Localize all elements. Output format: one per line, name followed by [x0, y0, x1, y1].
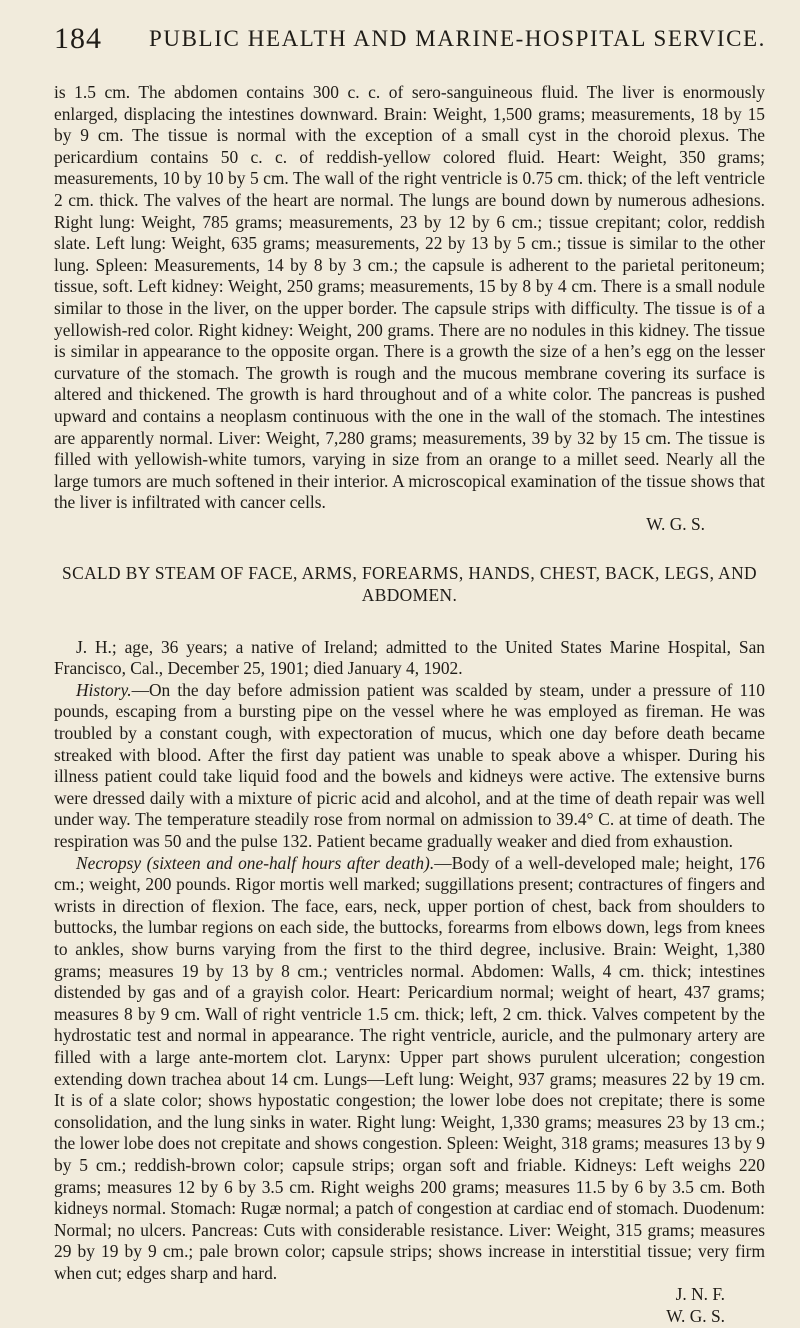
page-body [54, 82, 765, 1328]
page-header [54, 22, 765, 66]
running-head: PUBLIC HEALTH AND MARINE-HOSPITAL SERVICE. [149, 26, 767, 51]
case2-necropsy [54, 853, 765, 1285]
case1-signature: W. G. S. [646, 513, 705, 534]
history-text: —On the day before admission patient was scalded by steam, under a pressure of 110 pounds, escaping from a bursting pipe on the vessel where he was employed as fireman. He was troubled by a constant cough, with expectoration of mucus, which one day before death became streaked with blood. After the first day patient was unable to speak above a whisper. During his illness patient could take liquid food and the bowels and kidneys were active. The extensive burns were dressed daily with a mixture of picric acid and alcohol, and at the time of death repair was well under way. The temperature steadily rose from normal on admission to 39.4° C. at time of death. The respiration was 50 and the pulse 132. Patient became gradually weaker and died from exhaustion. [54, 679, 765, 851]
page-number: 184 [54, 22, 102, 55]
case2-intro: J. H.; age, 36 years; a native of Ireland; admitted to the United States Marine Hospital, San Francisco, Cal., December 25, 1901; died January 4, 1902. [54, 636, 765, 679]
section-title: SCALD BY STEAM OF FACE, ARMS, FOREARMS, HANDS, CHEST, BACK, LEGS, AND ABDOMEN. [62, 563, 757, 606]
history-label: History. [76, 679, 132, 700]
necropsy-label: Necropsy (sixteen and one-half hours after death). [76, 852, 435, 873]
case2-signature-1: J. N. F. [675, 1284, 725, 1305]
case1-paragraph: is 1.5 cm. The abdomen contains 300 c. c. of sero-sanguineous fluid. The liver is enormously enlarged, displacing the intestines downward. Brain: Weight, 1,500 grams; measurements, 18 by 15 by 9 cm. The tissue is normal with the exception of a small cyst in the choroid plexus. The pericardium contains 50 c. c. of reddish-yellow colored fluid. Heart: Weight, 350 grams; measurements, 10 by 10 by 5 cm. The wall of the right ventricle is 0.75 cm. thick; of the left ventricle 2 cm. thick. The valves of the heart are normal. The lungs are bound down by numerous adhesions. Right lung: Weight, 785 grams; measurements, 23 by 12 by 6 cm.; tissue crepitant; color, reddish slate. Left lung: Weight, 635 grams; measurements, 22 by 13 by 5 cm.; tissue is similar to the other lung. Spleen: Measurements, 14 by 8 by 3 cm.; the capsule is adherent to the parietal peritoneum; tissue, soft. Left kidney: Weight, 250 grams; measurements, 15 by 8 by 4 cm. There is a small nodule similar to those in the liver, on the upper border. The capsule strips with difficulty. The tissue is of a yellowish-red color. Right kidney: Weight, 200 grams. There are no nodules in this kidney. The tissue is similar in appearance to the opposite organ. There is a growth the size of a hen’s egg on the lesser curvature of the stomach. The growth is rough and the mucous membrane covering its surface is altered and thickened. The growth is hard throughout and of a white color. The pancreas is pushed upward and contains a neoplasm continuous with the one in the wall of the stomach. The intestines are apparently normal. Liver: Weight, 7,280 grams; measurements, 39 by 32 by 15 cm. The tissue is filled with yellowish-white tumors, varying in size from an orange to a millet seed. Nearly all the large tumors are much softened in their interior. A microscopical examination of the tissue shows that the liver is infiltrated with cancer cells. [54, 82, 765, 513]
necropsy-text: —Body of a well-developed male; height, 176 cm.; weight, 200 pounds. Rigor mortis well marked; suggillations present; contractures of fingers and wrists in direction of flexion. The face, ears, neck, upper portion of chest, back from shoulders to buttocks, the lumbar regions on each side, the buttocks, forearms from elbows down, legs from knees to ankles, show burns varying from the first to the third degree, inclusive. Brain: Weight, 1,380 grams; measures 19 by 13 by 8 cm.; ventricles normal. Abdomen: Walls, 4 cm. thick; intestines distended by gas and of a grayish color. Heart: Pericardium normal; weight of heart, 437 grams; measures 8 by 9 cm. Wall of right ventricle 1.5 cm. thick; left, 2 cm. thick. Valves competent by the hydrostatic test and normal in appearance. The right ventricle, auricle, and the pulmonary artery are filled with a large ante-mortem clot. Larynx: Upper part shows purulent ulceration; congestion extending down trachea about 14 cm. Lungs—Left lung: Weight, 937 grams; measures 22 by 19 cm. It is of a slate color; shows hypostatic congestion; the lower lobe does not crepitate; there is some consolidation, and the lung sinks in water. Right lung: Weight, 1,330 grams; measures 23 by 13 cm.; the lower lobe does not crepitate and shows congestion. Spleen: Weight, 318 grams; measures 13 by 9 by 5 cm.; reddish-brown color; capsule strips; organ soft and friable. Kidneys: Left weighs 220 grams; measures 12 by 6 by 3.5 cm. Right weighs 200 grams; measures 11.5 by 6 by 3.5 cm. Both kidneys normal. Stomach: Rugæ normal; a patch of congestion at cardiac end of stomach. Duodenum: Normal; no ulcers. Pancreas: Cuts with considerable resistance. Liver: Weight, 315 grams; measures 29 by 19 by 9 cm.; pale brown color; capsule strips; shows increase in interstitial tissue; very firm when cut; edges sharp and hard. [54, 852, 765, 1283]
case2-signature-2: W. G. S. [666, 1306, 725, 1327]
case2-history [54, 680, 765, 853]
